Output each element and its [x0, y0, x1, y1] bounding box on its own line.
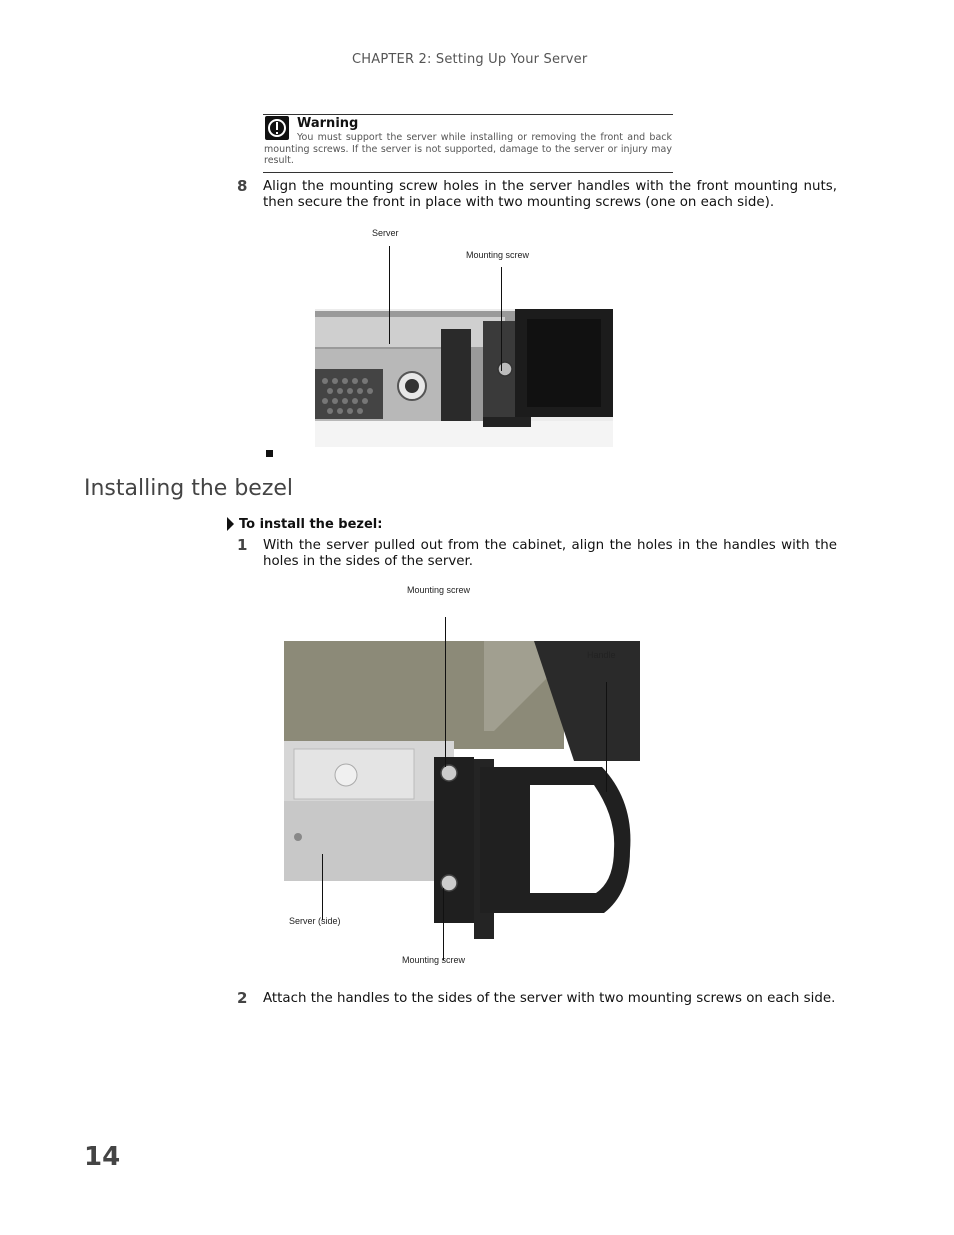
section-title: Installing the bezel: [84, 476, 294, 501]
callout-server-side: Server (side): [289, 916, 341, 926]
end-of-procedure-mark: [266, 450, 273, 457]
step-8-number: 8: [237, 177, 248, 195]
procedure-title: To install the bezel:: [239, 517, 383, 532]
leader-mounting-screw-bottom: [443, 888, 444, 960]
step-2-text: Attach the handles to the sides of the server with two mounting screws on each side.: [263, 991, 836, 1006]
callout-handle: Handle: [587, 650, 616, 660]
leader-mounting-screw: [501, 267, 502, 371]
callout-mounting-screw: Mounting screw: [466, 250, 530, 260]
step-1-text: With the server pulled out from the cabinet, align the holes in the handles with the holes in the sides of the server.: [263, 538, 837, 569]
running-header: CHAPTER 2: Setting Up Your Server: [352, 52, 588, 67]
leader-server: [389, 246, 390, 344]
warning-top-rule: [263, 114, 673, 115]
step-1-number: 1: [237, 536, 248, 554]
callout-mounting-screw-bottom: Mounting screw: [402, 955, 466, 965]
figure-server-handle-photo: [315, 309, 613, 447]
figure-handle-attach-photo: [284, 641, 640, 943]
warning-title: Warning: [297, 116, 359, 131]
callout-server: Server: [372, 228, 399, 238]
leader-mounting-screw-top: [445, 617, 446, 767]
procedure-arrow-icon: [226, 516, 235, 535]
step-2-number: 2: [237, 989, 248, 1007]
leader-server-side: [322, 854, 323, 920]
page-number: 14: [84, 1142, 121, 1172]
warning-text: You must support the server while installing or removing the front and back mounting screws. If the server is not supported, damage to the server or injury may result.: [264, 132, 672, 166]
step-8-text: Align the mounting screw holes in the server handles with the front mounting nuts, then secure the front in place with two mounting screws (one on each side).: [263, 179, 837, 210]
callout-mounting-screw-top: Mounting screw: [407, 585, 471, 595]
leader-handle: [606, 682, 607, 792]
warning-bottom-rule: [263, 172, 673, 173]
